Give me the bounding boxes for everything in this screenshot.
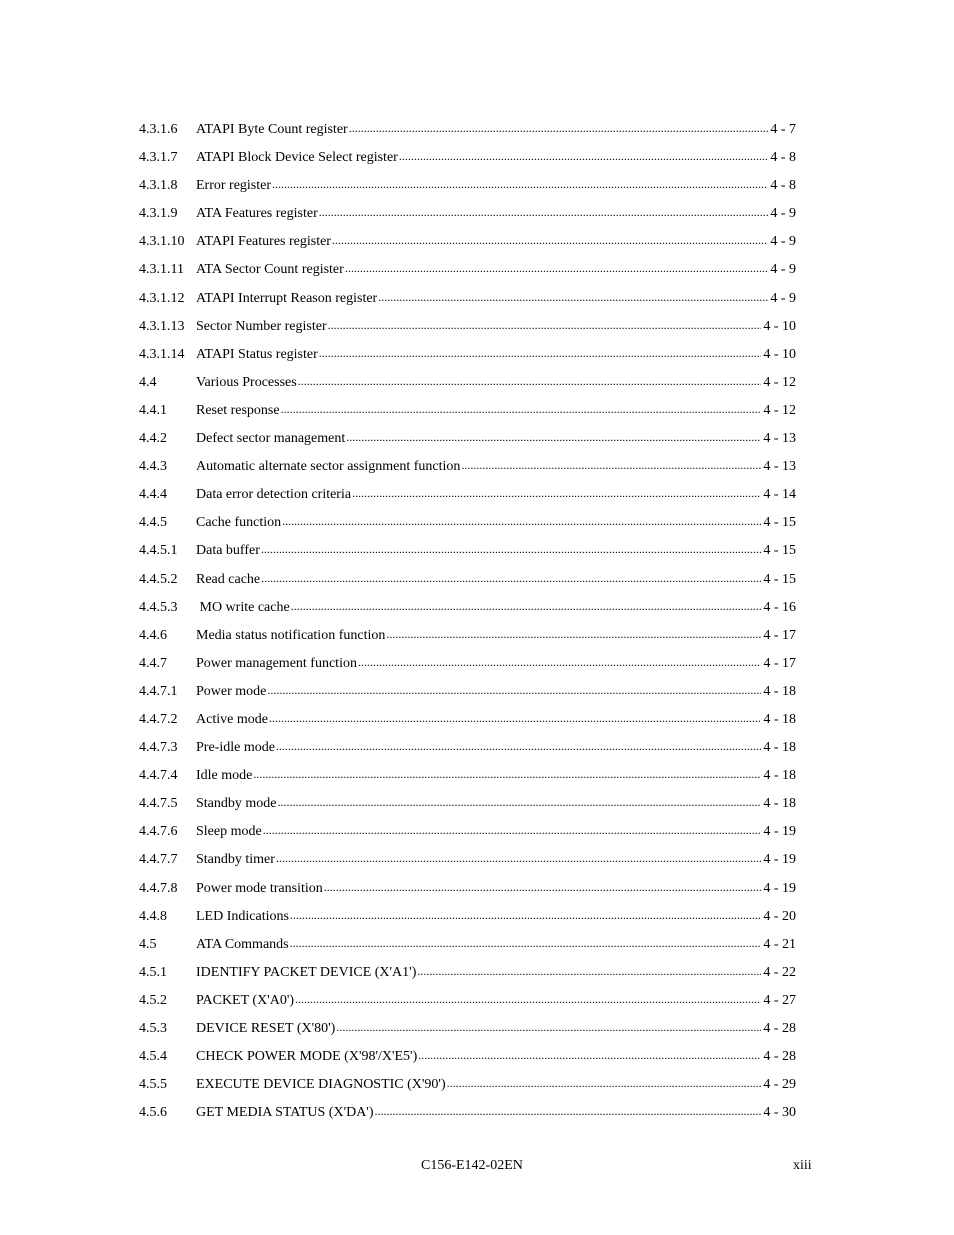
toc-entry-title: Sector Number register [196,318,327,334]
toc-entry-title: PACKET (X'A0') [196,992,294,1008]
toc-entry-title: Idle mode [196,768,253,784]
toc-entry-number: 4.5.1 [139,964,167,980]
toc-entry[interactable] [139,536,796,564]
toc-entry-title: Cache function [196,515,282,531]
toc-entry-number: 4.4.7.1 [139,683,178,699]
toc-entry-title: Data error detection criteria [196,487,352,503]
toc-entry[interactable] [139,1098,796,1126]
toc-entry-page: 4 - 10 [763,346,796,362]
toc-entry-number: 4.4.7.3 [139,740,178,756]
toc-entry-title: EXECUTE DEVICE DIAGNOSTIC (X'90') [196,1077,446,1093]
toc-entry-title: ATAPI Features register [196,234,331,250]
toc-entry[interactable] [139,368,796,396]
toc-dot-leader [263,816,762,845]
toc-entry-number: 4.3.1.6 [139,122,178,137]
toc-entry-number: 4.4.5 [139,515,167,531]
toc-entry-number: 4.4.1 [139,402,167,418]
toc-entry-page: 4 - 10 [763,318,796,334]
toc-entry[interactable] [139,199,796,227]
toc-dot-leader [375,1097,762,1126]
toc-entry[interactable] [139,143,796,171]
toc-dot-leader [298,367,762,396]
toc-entry-number: 4.4.6 [139,627,167,643]
toc-entry-title: Data buffer [196,543,260,559]
toc-entry[interactable] [139,340,796,368]
toc-entry-number: 4.5.5 [139,1077,167,1093]
toc-entry[interactable] [139,1070,796,1098]
toc-entry-number: 4.4.7.8 [139,880,178,896]
toc-entry-page: 4 - 12 [763,374,796,390]
toc-entry-title: Defect sector management [196,431,346,447]
toc-entry-page: 4 - 15 [763,515,796,531]
toc-entry-number: 4.4.5.3 [139,599,178,615]
toc-entry-title: Automatic alternate sector assignment function [196,459,461,475]
toc-entry-page: 4 - 12 [763,402,796,418]
toc-dot-leader [328,311,762,340]
toc-dot-leader [358,648,761,677]
toc-dot-leader [378,283,768,312]
toc-entry-title: Error register [196,178,272,194]
toc-dot-leader [447,1069,762,1098]
toc-entry[interactable] [139,396,796,424]
toc-entry-page: 4 - 14 [763,487,796,503]
toc-entry[interactable] [139,508,796,536]
toc-entry-page: 4 - 9 [770,234,796,250]
toc-entry[interactable] [139,480,796,508]
toc-entry-page: 4 - 22 [763,964,796,980]
toc-entry-page: 4 - 18 [763,796,796,812]
toc-entry[interactable] [139,115,796,143]
toc-entry-title: Pre-idle mode [196,740,275,756]
toc-entry-page: 4 - 17 [763,655,796,671]
toc-entry[interactable] [139,874,796,902]
toc-entry-number: 4.3.1.14 [139,346,185,362]
toc-entry-number: 4.5.6 [139,1105,167,1121]
toc-entry[interactable] [139,1042,796,1070]
toc-entry-page: 4 - 16 [763,599,796,615]
table-of-contents [139,115,796,1126]
toc-entry-page: 4 - 19 [763,880,796,896]
toc-entry-number: 4.4.7 [139,655,167,671]
toc-entry-title: ATA Sector Count register [196,262,344,278]
toc-dot-leader [276,732,761,761]
toc-entry[interactable] [139,452,796,480]
toc-entry-page: 4 - 18 [763,711,796,727]
toc-entry-page: 4 - 13 [763,431,796,447]
toc-entry-page: 4 - 19 [763,824,796,840]
toc-dot-leader [272,170,768,199]
toc-entry-page: 4 - 28 [763,1049,796,1065]
document-id: C156-E142-02EN [421,1158,523,1173]
toc-entry-page: 4 - 8 [770,150,796,166]
toc-dot-leader [352,479,761,508]
toc-entry[interactable] [139,986,796,1014]
toc-entry-number: 4.4.7.4 [139,768,178,784]
toc-entry[interactable] [139,845,796,873]
toc-entry[interactable] [139,761,796,789]
toc-entry-number: 4.5.4 [139,1049,167,1065]
toc-entry[interactable] [139,705,796,733]
toc-entry-number: 4.4.8 [139,908,167,924]
toc-entry-page: 4 - 9 [770,206,796,222]
toc-entry[interactable] [139,930,796,958]
toc-entry[interactable] [139,284,796,312]
toc-entry-page: 4 - 9 [770,262,796,278]
toc-entry-number: 4.4.7.5 [139,796,178,812]
toc-dot-leader [290,929,762,958]
toc-entry-number: 4.4.5.2 [139,571,178,587]
toc-dot-leader [461,451,761,480]
toc-entry-page: 4 - 18 [763,683,796,699]
page-footer [0,1158,954,1180]
toc-entry-title: GET MEDIA STATUS (X'DA') [196,1105,374,1121]
toc-entry-page: 4 - 19 [763,852,796,868]
toc-entry-number: 4.4.7.6 [139,824,178,840]
toc-entry-number: 4.4.5.1 [139,543,178,559]
toc-entry-number: 4.4.7.7 [139,852,178,868]
toc-entry-title: ATA Features register [196,206,318,222]
toc-entry-number: 4.5.2 [139,992,167,1008]
toc-entry[interactable] [139,227,796,255]
toc-entry-page: 4 - 9 [770,290,796,306]
toc-entry[interactable] [139,424,796,452]
toc-dot-leader [418,1041,761,1070]
toc-entry[interactable] [139,565,796,593]
toc-entry-number: 4.4.4 [139,487,167,503]
toc-entry-title: Power management function [196,655,357,671]
toc-entry-number: 4.3.1.8 [139,178,178,194]
toc-dot-leader [349,114,769,143]
toc-entry-title: Standby timer [196,852,275,868]
toc-entry-number: 4.4.7.2 [139,711,178,727]
page-number: xiii [793,1158,812,1173]
toc-entry-page: 4 - 30 [763,1105,796,1121]
toc-entry[interactable] [139,902,796,930]
toc-dot-leader [336,1013,761,1042]
toc-dot-leader [281,395,762,424]
toc-entry-page: 4 - 18 [763,768,796,784]
toc-dot-leader [399,142,769,171]
toc-dot-leader [267,676,761,705]
toc-dot-leader [386,620,761,649]
toc-entry-title: LED Indications [196,908,289,924]
toc-dot-leader [346,423,761,452]
toc-entry-title: ATAPI Block Device Select register [196,150,398,166]
toc-entry-title: DEVICE RESET (X'80') [196,1021,336,1036]
toc-entry-number: 4.4.2 [139,431,167,447]
toc-entry-title: Various Processes [196,374,297,390]
toc-entry[interactable] [139,593,796,621]
toc-dot-leader [282,507,761,536]
toc-entry-title: ATAPI Interrupt Reason register [196,290,378,306]
toc-dot-leader [269,704,761,733]
toc-entry-title: Standby mode [196,796,277,812]
toc-dot-leader [253,760,761,789]
toc-entry[interactable] [139,1014,796,1042]
toc-entry-page: 4 - 8 [770,178,796,194]
toc-entry[interactable] [139,733,796,761]
toc-entry-page: 4 - 28 [763,1021,796,1036]
toc-dot-leader [319,339,762,368]
toc-entry[interactable] [139,255,796,283]
toc-entry-title: Read cache [196,571,261,587]
toc-dot-leader [417,957,761,986]
toc-entry-title: Media status notification function [196,627,386,643]
toc-entry[interactable] [139,789,796,817]
toc-dot-leader [276,844,761,873]
toc-entry[interactable] [139,621,796,649]
toc-entry-number: 4.4.3 [139,459,167,475]
toc-dot-leader [324,873,762,902]
toc-entry-number: 4.5 [139,936,157,952]
toc-entry-number: 4.5.3 [139,1021,167,1036]
toc-entry[interactable] [139,958,796,986]
toc-entry-page: 4 - 13 [763,459,796,475]
toc-entry-page: 4 - 20 [763,908,796,924]
toc-entry-number: 4.3.1.10 [139,234,185,250]
toc-entry-title: ATAPI Status register [196,346,318,362]
toc-entry-page: 4 - 17 [763,627,796,643]
toc-entry-number: 4.3.1.7 [139,150,178,166]
toc-entry-page: 4 - 29 [763,1077,796,1093]
toc-entry[interactable] [139,817,796,845]
toc-entry-title: CHECK POWER MODE (X'98'/X'E5') [196,1049,418,1065]
toc-entry-page: 4 - 7 [770,122,796,137]
toc-entry-page: 4 - 18 [763,740,796,756]
toc-entry-title: Power mode transition [196,880,323,896]
toc-entry-number: 4.3.1.9 [139,206,178,222]
toc-entry-page: 4 - 15 [763,543,796,559]
toc-entry-title: Reset response [196,402,280,418]
toc-entry[interactable] [139,312,796,340]
toc-entry-title: IDENTIFY PACKET DEVICE (X'A1') [196,964,417,980]
toc-entry-title: Sleep mode [196,824,262,840]
toc-dot-leader [261,564,761,593]
toc-entry-title: MO write cache [196,599,290,615]
toc-dot-leader [261,535,761,564]
toc-dot-leader [319,198,769,227]
toc-dot-leader [278,788,762,817]
toc-entry-page: 4 - 15 [763,571,796,587]
toc-entry[interactable] [139,677,796,705]
toc-entry-title: Power mode [196,683,267,699]
toc-entry-title: ATA Commands [196,936,289,952]
toc-entry[interactable] [139,649,796,677]
toc-entry-title: ATAPI Byte Count register [196,122,348,137]
toc-entry-number: 4.3.1.12 [139,290,185,306]
toc-entry[interactable] [139,171,796,199]
toc-entry-page: 4 - 27 [763,992,796,1008]
toc-dot-leader [332,226,768,255]
toc-entry-title: Active mode [196,711,268,727]
toc-dot-leader [290,901,761,930]
toc-entry-number: 4.3.1.11 [139,262,184,278]
toc-dot-leader [295,985,761,1014]
toc-entry-number: 4.3.1.13 [139,318,185,334]
toc-entry-page: 4 - 21 [763,936,796,952]
toc-dot-leader [345,254,769,283]
toc-dot-leader [291,592,762,621]
toc-entry-number: 4.4 [139,374,157,390]
